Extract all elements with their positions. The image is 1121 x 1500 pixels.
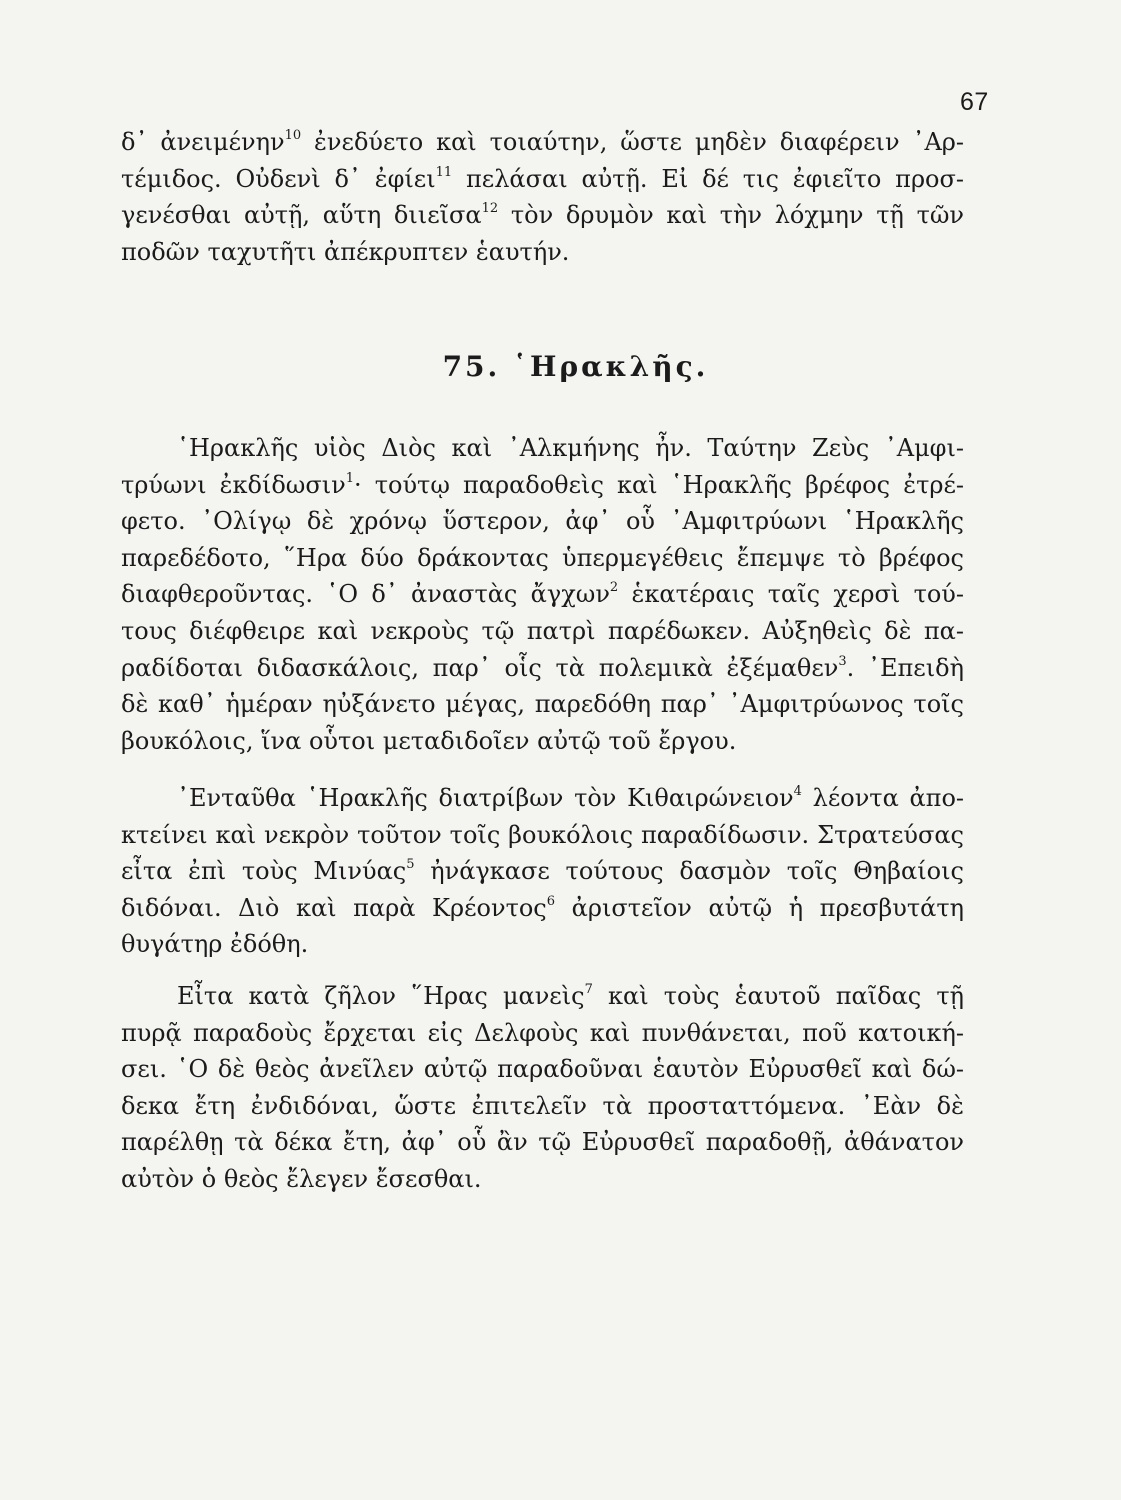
paragraph <box>121 978 964 1198</box>
footnote-marker: 11 <box>435 164 453 180</box>
text-line: διδόναι. Διὸ καὶ παρὰ Κρέοντος$^6$ ἀριστεῖον αὐτῷ ἡ πρεσβυτάτη <box>121 893 964 922</box>
text-line: διαφθεροῦντας. ῾Ο δ᾿ ἀναστὰς ἄγχων$^2$ ἑκατέραις ταῖς χερσὶ τού- <box>121 580 964 609</box>
text-line: θυγάτηρ ἐδόθη. <box>121 930 309 959</box>
text-line: γενέσθαι αὐτῇ, αὕτη διιεῖσα$^{12}$ τὸν δρυμὸν καὶ τὴν λόχμην τῇ τῶν <box>121 201 965 230</box>
paragraph <box>121 780 964 963</box>
footnote-marker: 4 <box>793 784 802 799</box>
text-line: κτείνει καὶ νεκρὸν τοῦτον τοῖς βουκόλοις παραδίδωσιν. Στρατεύσας <box>121 820 964 849</box>
text-line: πυρᾷ παραδοὺς ἔρχεται εἰς Δελφοὺς καὶ πυνθάνεται, ποῦ κατοική- <box>121 1018 964 1047</box>
text-line: δ᾿ ἀνειμένην$^{10}$ ἐνεδύετο καὶ τοιαύτην, ὥστε μηδὲν διαφέρειν ᾿Αρ- <box>121 128 964 156</box>
text-line: Εἶτα κατὰ ζῆλον ῞Ηρας μανεὶς$^7$ καὶ τοὺς ἑαυτοῦ παῖδας τῇ <box>177 982 965 1010</box>
continuation-paragraph <box>121 124 964 270</box>
text-line: παρέλθῃ τὰ δέκα ἔτη, ἀφ᾿ οὗ ἂν τῷ Εὐρυσθεῖ παραδοθῇ, ἀθάνατον <box>121 1128 964 1157</box>
section-heading: 75. ῾Ηρακλῆς. <box>442 350 709 383</box>
footnote-marker: 12 <box>481 201 499 217</box>
text-line: τρύωνι ἐκδίδωσιν$^1$· τούτῳ παραδοθεὶς καὶ ῾Ηρακλῆς βρέφος ἐτρέ- <box>121 470 964 499</box>
text-line: βουκόλοις, ἵνα οὗτοι μεταδιδοῖεν αὐτῷ τοῦ ἔργου. <box>121 726 737 755</box>
footnote-marker: 5 <box>406 857 415 873</box>
text-line: τέμιδος. Οὐδενὶ δ᾿ ἐφίει$^{11}$ πελάσαι αὐτῇ. Εἰ δέ τις ἐφιεῖτο προσ- <box>121 164 964 193</box>
page-number: 67 <box>960 88 989 116</box>
footnote-marker: 7 <box>584 982 593 997</box>
footnote-marker: 3 <box>838 653 847 669</box>
footnote-marker: 6 <box>546 893 556 909</box>
footnote-marker: 1 <box>345 470 355 486</box>
text-line: τους διέφθειρε καὶ νεκροὺς τῷ πατρὶ παρέδωκεν. Αὐξηθεὶς δὲ πα- <box>121 616 964 645</box>
text-line: εἶτα ἐπὶ τοὺς Μινύας$^5$ ἠνάγκασε τούτους δασμὸν τοῖς Θηβαίοις <box>121 857 964 886</box>
footnote-marker: 2 <box>609 580 619 596</box>
text-line: αὐτὸν ὁ θεὸς ἔλεγεν ἔσεσθαι. <box>121 1164 482 1193</box>
text-line: ποδῶν ταχυτῆτι ἀπέκρυπτεν ἑαυτήν. <box>121 237 570 266</box>
text-line: φετο. ᾿Ολίγῳ δὲ χρόνῳ ὕστερον, ἀφ᾿ οὗ ᾿Αμφιτρύωνι ῾Ηρακλῆς <box>121 507 964 536</box>
text-line: δεκα ἔτη ἐνδιδόναι, ὥστε ἐπιτελεῖν τὰ προσταττόμενα. ᾿Εὰν δὲ <box>121 1091 964 1120</box>
text-line: δὲ καθ᾿ ἡμέραν ηὐξάνετο μέγας, παρεδόθη παρ᾿ ᾿Αμφιτρύωνος τοῖς <box>121 690 964 719</box>
footnote-marker: 10 <box>284 128 302 143</box>
text-line: παρεδέδοτο, ῞Ηρα δύο δράκοντας ὑπερμεγέθεις ἔπεμψε τὸ βρέφος <box>121 543 964 572</box>
paragraph <box>121 430 964 759</box>
text-line: ῾Ηρακλῆς υἱὸς Διὸς καὶ ᾿Αλκμήνης ἦν. Ταύτην Ζεὺς ᾿Αμφι- <box>177 434 964 462</box>
text-line: ᾿Ενταῦθα ῾Ηρακλῆς διατρίβων τὸν Κιθαιρώνειον$^4$ λέοντα ἀπο- <box>177 784 965 812</box>
text-line: ραδίδοται διδασκάλοις, παρ᾿ οἷς τὰ πολεμικὰ ἐξέμαθεν$^3$. ᾿Επειδὴ <box>121 653 964 682</box>
text-line: σει. ῾Ο δὲ θεὸς ἀνεῖλεν αὐτῷ παραδοῦναι ἑαυτὸν Εὐρυσθεῖ καὶ δώ- <box>121 1055 964 1084</box>
